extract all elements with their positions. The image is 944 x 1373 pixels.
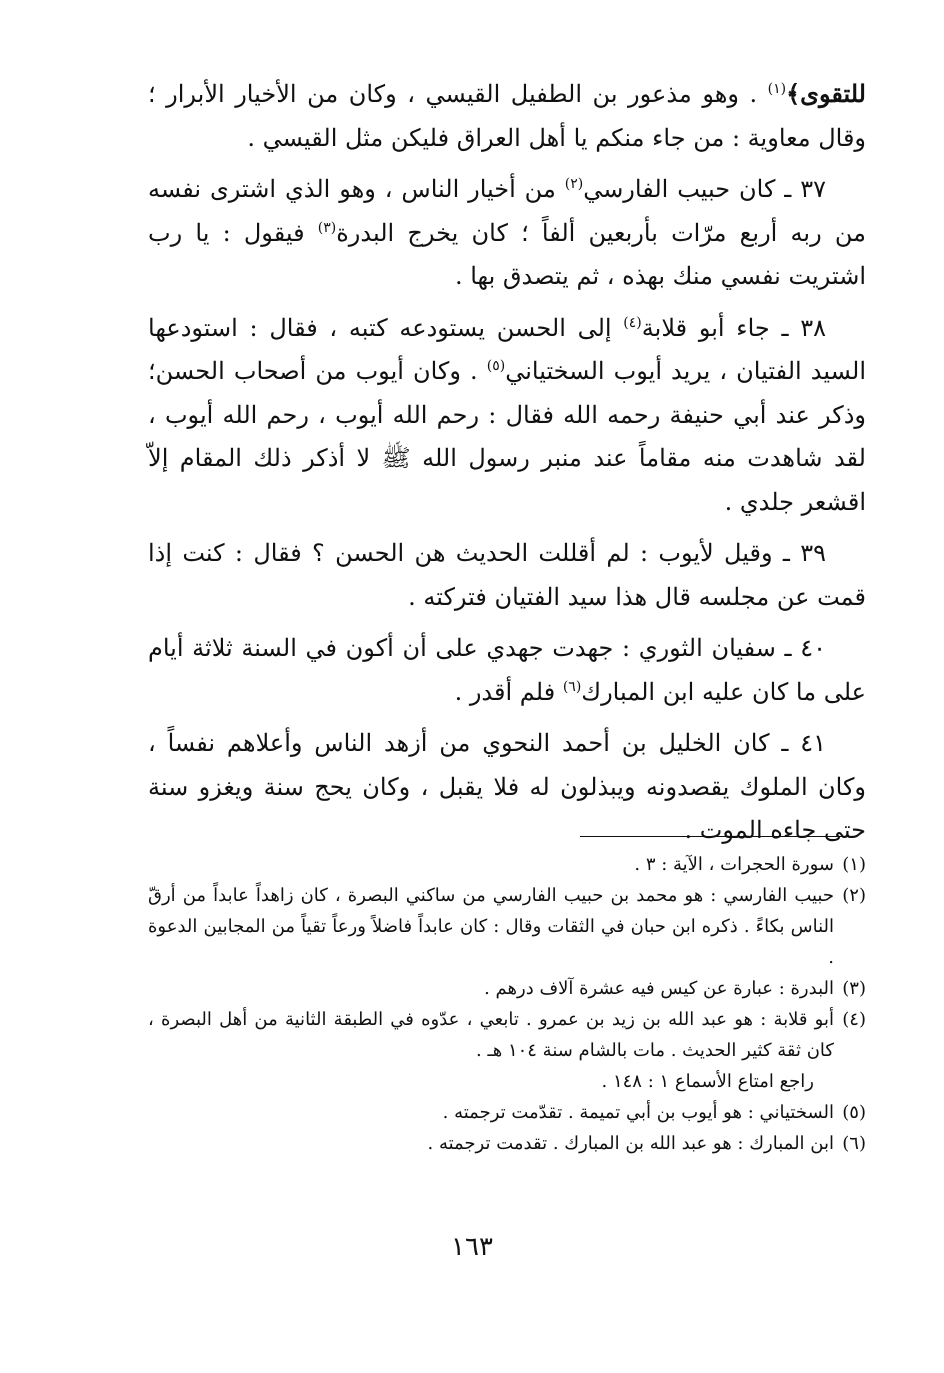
- footnote-ref-1: (١): [767, 81, 787, 97]
- paragraph-37-part-a: ٣٧ ـ كان حبيب الفارسي: [583, 175, 826, 203]
- paragraph-41: ٤١ ـ كان الخليل بن أحمد النحوي من أزهد الناس وأعلاهم نفساً ، وكان الملوك يقصدونه ويبذلون له فلا يقبل ، وكان يحج سنة ويغزو سنة حتى جاءه الموت .: [148, 729, 866, 844]
- paragraph-38: [148, 307, 866, 525]
- footnote-text: ابن المبارك : هو عبد الله بن المبارك . تقدمت ترجمته .: [427, 1133, 834, 1154]
- footnote-ref-5: (٥): [486, 358, 506, 374]
- footnotes: [148, 849, 866, 1159]
- footnote-number: (٦): [842, 1133, 866, 1154]
- footnote-text: السختياني : هو أيوب بن أبي تميمة . تقدّمت ترجمته .: [442, 1102, 834, 1123]
- footnote-ref-3: (٣): [317, 219, 337, 236]
- footnote-5: [148, 1097, 866, 1128]
- footnote-number: (٣): [842, 978, 866, 999]
- footnote-number: (٥): [842, 1102, 866, 1123]
- paragraph-40-part-a: ٤٠ ـ سفيان الثوري : جهدت جهدي على أن أكون في السنة ثلاثة أيام على ما كان عليه ابن المبارك: [148, 634, 866, 706]
- footnote-text: حبيب الفارسي : هو محمد بن حبيب الفارسي من ساكني البصرة ، كان زاهداً عابداً من أرقّ الناس بكاءً . ذكره ابن حبان في الثقات وقال : كان عابداً فاضلاً ورعاً تقياً من المجابين الدعوة .: [148, 885, 834, 968]
- quran-verse-ending: للتقوى﴾: [786, 79, 866, 108]
- paragraph-38-part-b: إلى الحسن يستودعه كتبه ، فقال : استودعها السيد الفتيان ، يريد أيوب السختياني: [148, 313, 866, 385]
- footnote-divider: [580, 836, 846, 837]
- footnote-3: [148, 973, 866, 1004]
- paragraph-39: ٣٩ ـ وقيل لأيوب : لم أقللت الحديث هن الحسن ؟ فقال : كنت إذا قمت عن مجلسه قال هذا سيد الفتيان فتركته .: [148, 539, 866, 611]
- footnote-reference-line: راجع امتاع الأسماع ١ : ١٤٨ .: [601, 1071, 814, 1092]
- footnote-ref-4: (٤): [623, 314, 642, 331]
- footnote-number: (٤): [842, 1009, 866, 1030]
- footnote-ref-2: (٢): [564, 176, 584, 192]
- paragraph-opening-text: . وهو مذعور بن الطفيل القيسي ، وكان من الأخيار الأبرار ؛ وقال معاوية : من جاء منكم يا أهل العراق فليكن مثل القيسي .: [148, 80, 866, 152]
- paragraph-37: [148, 168, 866, 299]
- paragraph-40: [148, 627, 866, 714]
- footnote-text: البدرة : عبارة عن كيس فيه عشرة آلاف درهم .: [484, 978, 834, 999]
- paragraph-40-part-b: فلم أقدر .: [454, 677, 563, 706]
- footnote-text: أبو قلابة : هو عبد الله بن زيد بن عمرو . تابعي ، عدّوه في الطبقة الثانية من أهل البصرة ، كان ثقة كثير الحديث . مات بالشام سنة ١٠٤ هـ .: [148, 1009, 834, 1061]
- footnote-ref-6: (٦): [562, 678, 582, 695]
- footnote-4: [148, 1004, 866, 1097]
- footnote-6: [148, 1128, 866, 1159]
- paragraph-38-part-c: . وكان أيوب من أصحاب الحسن؛ وذكر عند أبي حنيفة رحمه الله فقال : رحم الله أيوب ، رحم الله أيوب ، لقد شاهدت منه مقاماً عند منبر رسول الله ﷺ لا أذكر ذلك المقام إلاّ اقشعر جلدي .: [148, 357, 866, 516]
- footnote-number: (١): [842, 854, 866, 875]
- footnote-2: [148, 880, 866, 973]
- main-text: [148, 72, 866, 853]
- paragraph-opening: [148, 72, 866, 160]
- paragraph-38-part-a: ٣٨ ـ جاء أبو قلابة: [641, 313, 826, 342]
- paragraph-37-part-c: فيقول : يا رب اشتريت نفسي منك بهذه ، ثم يتصدق بها .: [148, 218, 866, 290]
- footnote-1: [148, 849, 866, 880]
- page-number: ١٦٣: [451, 1232, 493, 1262]
- footnote-number: (٢): [842, 885, 866, 906]
- paragraph-37-part-b: من أخيار الناس ، وهو الذي اشترى نفسه من ربه أربع مرّات بأربعين ألفاً ؛ كان يخرج البدرة: [148, 175, 866, 247]
- footnote-text: سورة الحجرات ، الآية : ٣ .: [634, 854, 834, 875]
